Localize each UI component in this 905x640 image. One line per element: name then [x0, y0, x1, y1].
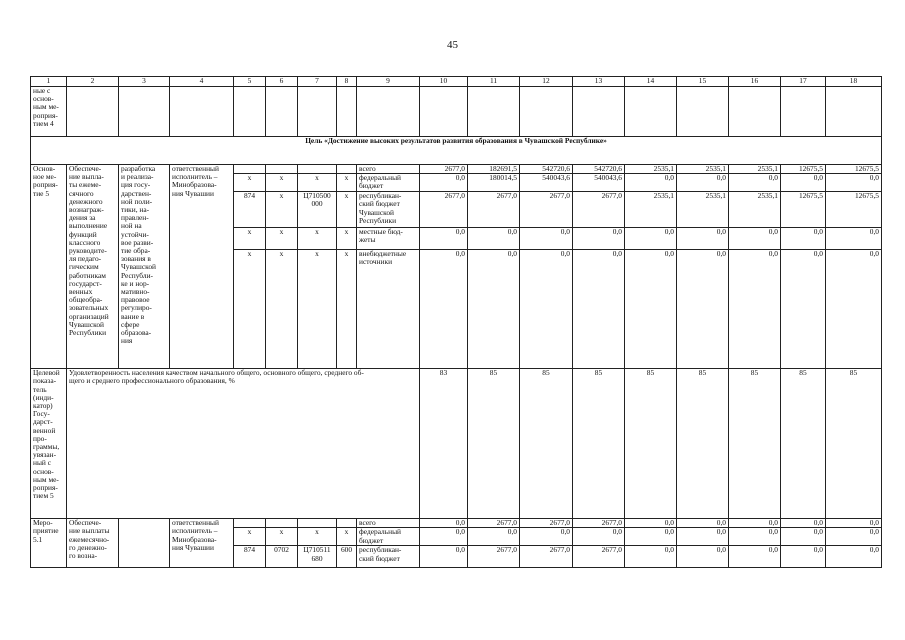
cell-amount: 0,0 — [826, 519, 882, 528]
cell-section: 0702 — [266, 546, 298, 568]
cell-amount: 0,0 — [781, 546, 826, 568]
cell-amount: 0,0 — [781, 174, 826, 192]
cell-funding-source: всего — [357, 165, 420, 174]
cell-expense-type — [337, 519, 357, 528]
cell-amount: 0,0 — [468, 528, 520, 546]
cell-grbs: 874 — [234, 546, 266, 568]
indicator-value: 85 — [781, 369, 826, 519]
cell-funding-source: республикан- ский бюджет — [357, 546, 420, 568]
cell-target-article: x — [298, 250, 337, 369]
measure51-row — [31, 519, 882, 528]
cell-amount: 0,0 — [625, 546, 677, 568]
empty-cell — [420, 87, 468, 137]
empty-cell — [337, 87, 357, 137]
measure-responsible: ответственный исполнитель – Минобразова- ния Чувашии — [170, 519, 234, 568]
cell-amount: 0,0 — [677, 519, 729, 528]
column-number-5: 5 — [234, 77, 266, 87]
activity-description: Обеспече- ние выпла- ты ежеме- сячного денежного вознаграж- дения за выполнение функций классного руководите- ля педаго- гическим работникам государст- венных общеобра- зовательных организаций Чувашской Республики — [67, 165, 119, 369]
column-number-3: 3 — [119, 77, 170, 87]
cell-grbs: x — [234, 174, 266, 192]
cell-amount: 542720,6 — [520, 165, 573, 174]
cell-amount: 2677,0 — [420, 165, 468, 174]
cell-expense-type: x — [337, 250, 357, 369]
cell-amount: 0,0 — [420, 519, 468, 528]
column-number-16: 16 — [729, 77, 781, 87]
activity-task: разработка и реализа- ция госу- дарствен- ной поли- тики, на- правлен- ной на устойчи- вое разви- тие обра- зования в Чувашской Республи- ке и нор- мативно- правовое регулиро- вание в сфере образова- ния — [119, 165, 170, 369]
empty-cell — [729, 87, 781, 137]
activity-name: Основ- ное ме- роприя- тие 5 — [31, 165, 67, 369]
cell-amount: 0,0 — [625, 519, 677, 528]
cell-amount: 2535,1 — [677, 192, 729, 228]
cell-target-article — [298, 519, 337, 528]
indicator-value: 85 — [729, 369, 781, 519]
indicator-value: 85 — [573, 369, 625, 519]
cell-amount: 0,0 — [677, 250, 729, 369]
cell-amount: 0,0 — [468, 250, 520, 369]
cell-amount: 0,0 — [677, 546, 729, 568]
cell-amount: 0,0 — [826, 546, 882, 568]
cell-funding-source: республикан- ский бюджет Чувашской Республики — [357, 192, 420, 228]
empty-cell — [781, 87, 826, 137]
column-number-14: 14 — [625, 77, 677, 87]
cell-amount: 0,0 — [677, 228, 729, 250]
empty-cell — [826, 87, 882, 137]
cell-amount: 0,0 — [573, 528, 625, 546]
cell-amount: 2677,0 — [468, 546, 520, 568]
cell-expense-type — [337, 165, 357, 174]
cell-amount: 2535,1 — [729, 192, 781, 228]
cell-target-article: x — [298, 528, 337, 546]
activity5-row — [31, 165, 882, 174]
cell-amount: 12675,5 — [781, 165, 826, 174]
indicator-label: Целевой показа- тель (инди- катор) Госу- дарст- венной про- граммы, увязан- ный с основ- ным ме- роприя- тием 5 — [31, 369, 67, 519]
cell-section: x — [266, 250, 298, 369]
column-number-10: 10 — [420, 77, 468, 87]
empty-cell — [677, 87, 729, 137]
indicator-value: 85 — [826, 369, 882, 519]
cell-amount: 0,0 — [625, 250, 677, 369]
column-number-9: 9 — [357, 77, 420, 87]
cell-amount: 2535,1 — [677, 165, 729, 174]
cell-amount: 0,0 — [677, 174, 729, 192]
indicator-value: 85 — [677, 369, 729, 519]
cell-amount: 2677,0 — [520, 519, 573, 528]
cell-amount: 2535,1 — [729, 165, 781, 174]
indicator-value: 85 — [520, 369, 573, 519]
cell-grbs: x — [234, 250, 266, 369]
budget-table — [30, 76, 882, 568]
empty-cell — [468, 87, 520, 137]
cell-expense-type: x — [337, 174, 357, 192]
empty-cell — [234, 87, 266, 137]
measure-description: Обеспече- ние выплаты ежемесячно- го денежно- го возна- — [67, 519, 119, 568]
continuation-label: ные с основ- ным ме- роприя- тием 4 — [31, 87, 67, 137]
cell-amount: 0,0 — [729, 546, 781, 568]
indicator-value: 83 — [420, 369, 468, 519]
cell-target-article: x — [298, 228, 337, 250]
cell-amount: 0,0 — [420, 546, 468, 568]
column-number-18: 18 — [826, 77, 882, 87]
goal-title: Цель «Достижение высоких результатов развития образования в Чувашской Республике» — [31, 137, 882, 165]
empty-cell — [357, 87, 420, 137]
indicator-row — [31, 369, 882, 519]
cell-amount: 2677,0 — [573, 546, 625, 568]
cell-expense-type: x — [337, 228, 357, 250]
cell-grbs — [234, 165, 266, 174]
cell-funding-source: внебюджетные источники — [357, 250, 420, 369]
page-number: 45 — [447, 39, 458, 51]
measure-task — [119, 519, 170, 568]
cell-amount: 0,0 — [520, 528, 573, 546]
cell-amount: 2677,0 — [468, 519, 520, 528]
cell-amount: 0,0 — [420, 174, 468, 192]
cell-grbs: x — [234, 228, 266, 250]
cell-section — [266, 519, 298, 528]
cell-amount: 0,0 — [729, 228, 781, 250]
cell-amount: 542720,6 — [573, 165, 625, 174]
cell-target-article: Ц710500 000 — [298, 192, 337, 228]
measure-name: Меро- приятие 5.1 — [31, 519, 67, 568]
column-number-2: 2 — [67, 77, 119, 87]
cell-funding-source: федеральный бюджет — [357, 528, 420, 546]
column-number-8: 8 — [337, 77, 357, 87]
cell-amount: 0,0 — [781, 528, 826, 546]
cell-amount: 2677,0 — [520, 192, 573, 228]
cell-amount: 0,0 — [729, 528, 781, 546]
cell-amount: 180014,5 — [468, 174, 520, 192]
empty-cell — [67, 87, 119, 137]
continuation-row — [31, 87, 882, 137]
cell-amount: 0,0 — [625, 228, 677, 250]
cell-section: x — [266, 192, 298, 228]
column-number-1: 1 — [31, 77, 67, 87]
cell-amount: 0,0 — [729, 174, 781, 192]
cell-amount: 0,0 — [468, 228, 520, 250]
column-number-13: 13 — [573, 77, 625, 87]
cell-amount: 0,0 — [781, 250, 826, 369]
cell-amount: 0,0 — [677, 528, 729, 546]
cell-amount: 2535,1 — [625, 192, 677, 228]
cell-section: x — [266, 174, 298, 192]
cell-section — [266, 165, 298, 174]
indicator-value: 85 — [625, 369, 677, 519]
cell-expense-type: x — [337, 192, 357, 228]
column-number-12: 12 — [520, 77, 573, 87]
cell-amount: 2677,0 — [520, 546, 573, 568]
cell-amount: 0,0 — [826, 228, 882, 250]
cell-amount: 0,0 — [729, 519, 781, 528]
cell-amount: 0,0 — [826, 528, 882, 546]
cell-section: x — [266, 528, 298, 546]
cell-amount: 0,0 — [420, 250, 468, 369]
empty-cell — [266, 87, 298, 137]
empty-cell — [170, 87, 234, 137]
cell-grbs: 874 — [234, 192, 266, 228]
cell-expense-type: 600 — [337, 546, 357, 568]
cell-grbs: x — [234, 528, 266, 546]
cell-target-article — [298, 165, 337, 174]
empty-cell — [625, 87, 677, 137]
header-row — [31, 77, 882, 87]
cell-amount: 12675,5 — [781, 192, 826, 228]
cell-funding-source: федеральный бюджет — [357, 174, 420, 192]
cell-amount: 0,0 — [625, 528, 677, 546]
cell-amount: 2677,0 — [573, 519, 625, 528]
cell-amount: 0,0 — [625, 174, 677, 192]
goal-row — [31, 137, 882, 165]
cell-funding-source: местные бюд- жеты — [357, 228, 420, 250]
cell-amount: 540043,6 — [520, 174, 573, 192]
cell-target-article: Ц710511 680 — [298, 546, 337, 568]
indicator-text: Удовлетворенность населения качеством начального общего, основного общего, среднего об- щего и среднего профессионального образования, % — [67, 369, 420, 519]
column-number-6: 6 — [266, 77, 298, 87]
indicator-value: 85 — [468, 369, 520, 519]
column-number-11: 11 — [468, 77, 520, 87]
column-number-7: 7 — [298, 77, 337, 87]
cell-amount: 12675,5 — [826, 165, 882, 174]
empty-cell — [573, 87, 625, 137]
cell-target-article: x — [298, 174, 337, 192]
column-number-17: 17 — [781, 77, 826, 87]
cell-amount: 0,0 — [781, 519, 826, 528]
cell-amount: 2677,0 — [573, 192, 625, 228]
cell-amount: 0,0 — [573, 250, 625, 369]
column-number-4: 4 — [170, 77, 234, 87]
activity-responsible: ответственный исполнитель – Минобразова- ния Чувашии — [170, 165, 234, 369]
cell-grbs — [234, 519, 266, 528]
column-number-15: 15 — [677, 77, 729, 87]
cell-amount: 0,0 — [781, 228, 826, 250]
cell-amount: 2677,0 — [420, 192, 468, 228]
cell-amount: 0,0 — [420, 228, 468, 250]
cell-amount: 0,0 — [420, 528, 468, 546]
cell-amount: 0,0 — [729, 250, 781, 369]
cell-amount: 0,0 — [520, 250, 573, 369]
cell-amount: 2535,1 — [625, 165, 677, 174]
cell-amount: 0,0 — [573, 228, 625, 250]
empty-cell — [119, 87, 170, 137]
cell-amount: 540043,6 — [573, 174, 625, 192]
empty-cell — [298, 87, 337, 137]
cell-section: x — [266, 228, 298, 250]
cell-amount: 12675,5 — [826, 192, 882, 228]
cell-amount: 0,0 — [826, 250, 882, 369]
cell-amount: 2677,0 — [468, 192, 520, 228]
cell-funding-source: всего — [357, 519, 420, 528]
cell-expense-type: x — [337, 528, 357, 546]
cell-amount: 0,0 — [826, 174, 882, 192]
cell-amount: 0,0 — [520, 228, 573, 250]
cell-amount: 182691,5 — [468, 165, 520, 174]
empty-cell — [520, 87, 573, 137]
